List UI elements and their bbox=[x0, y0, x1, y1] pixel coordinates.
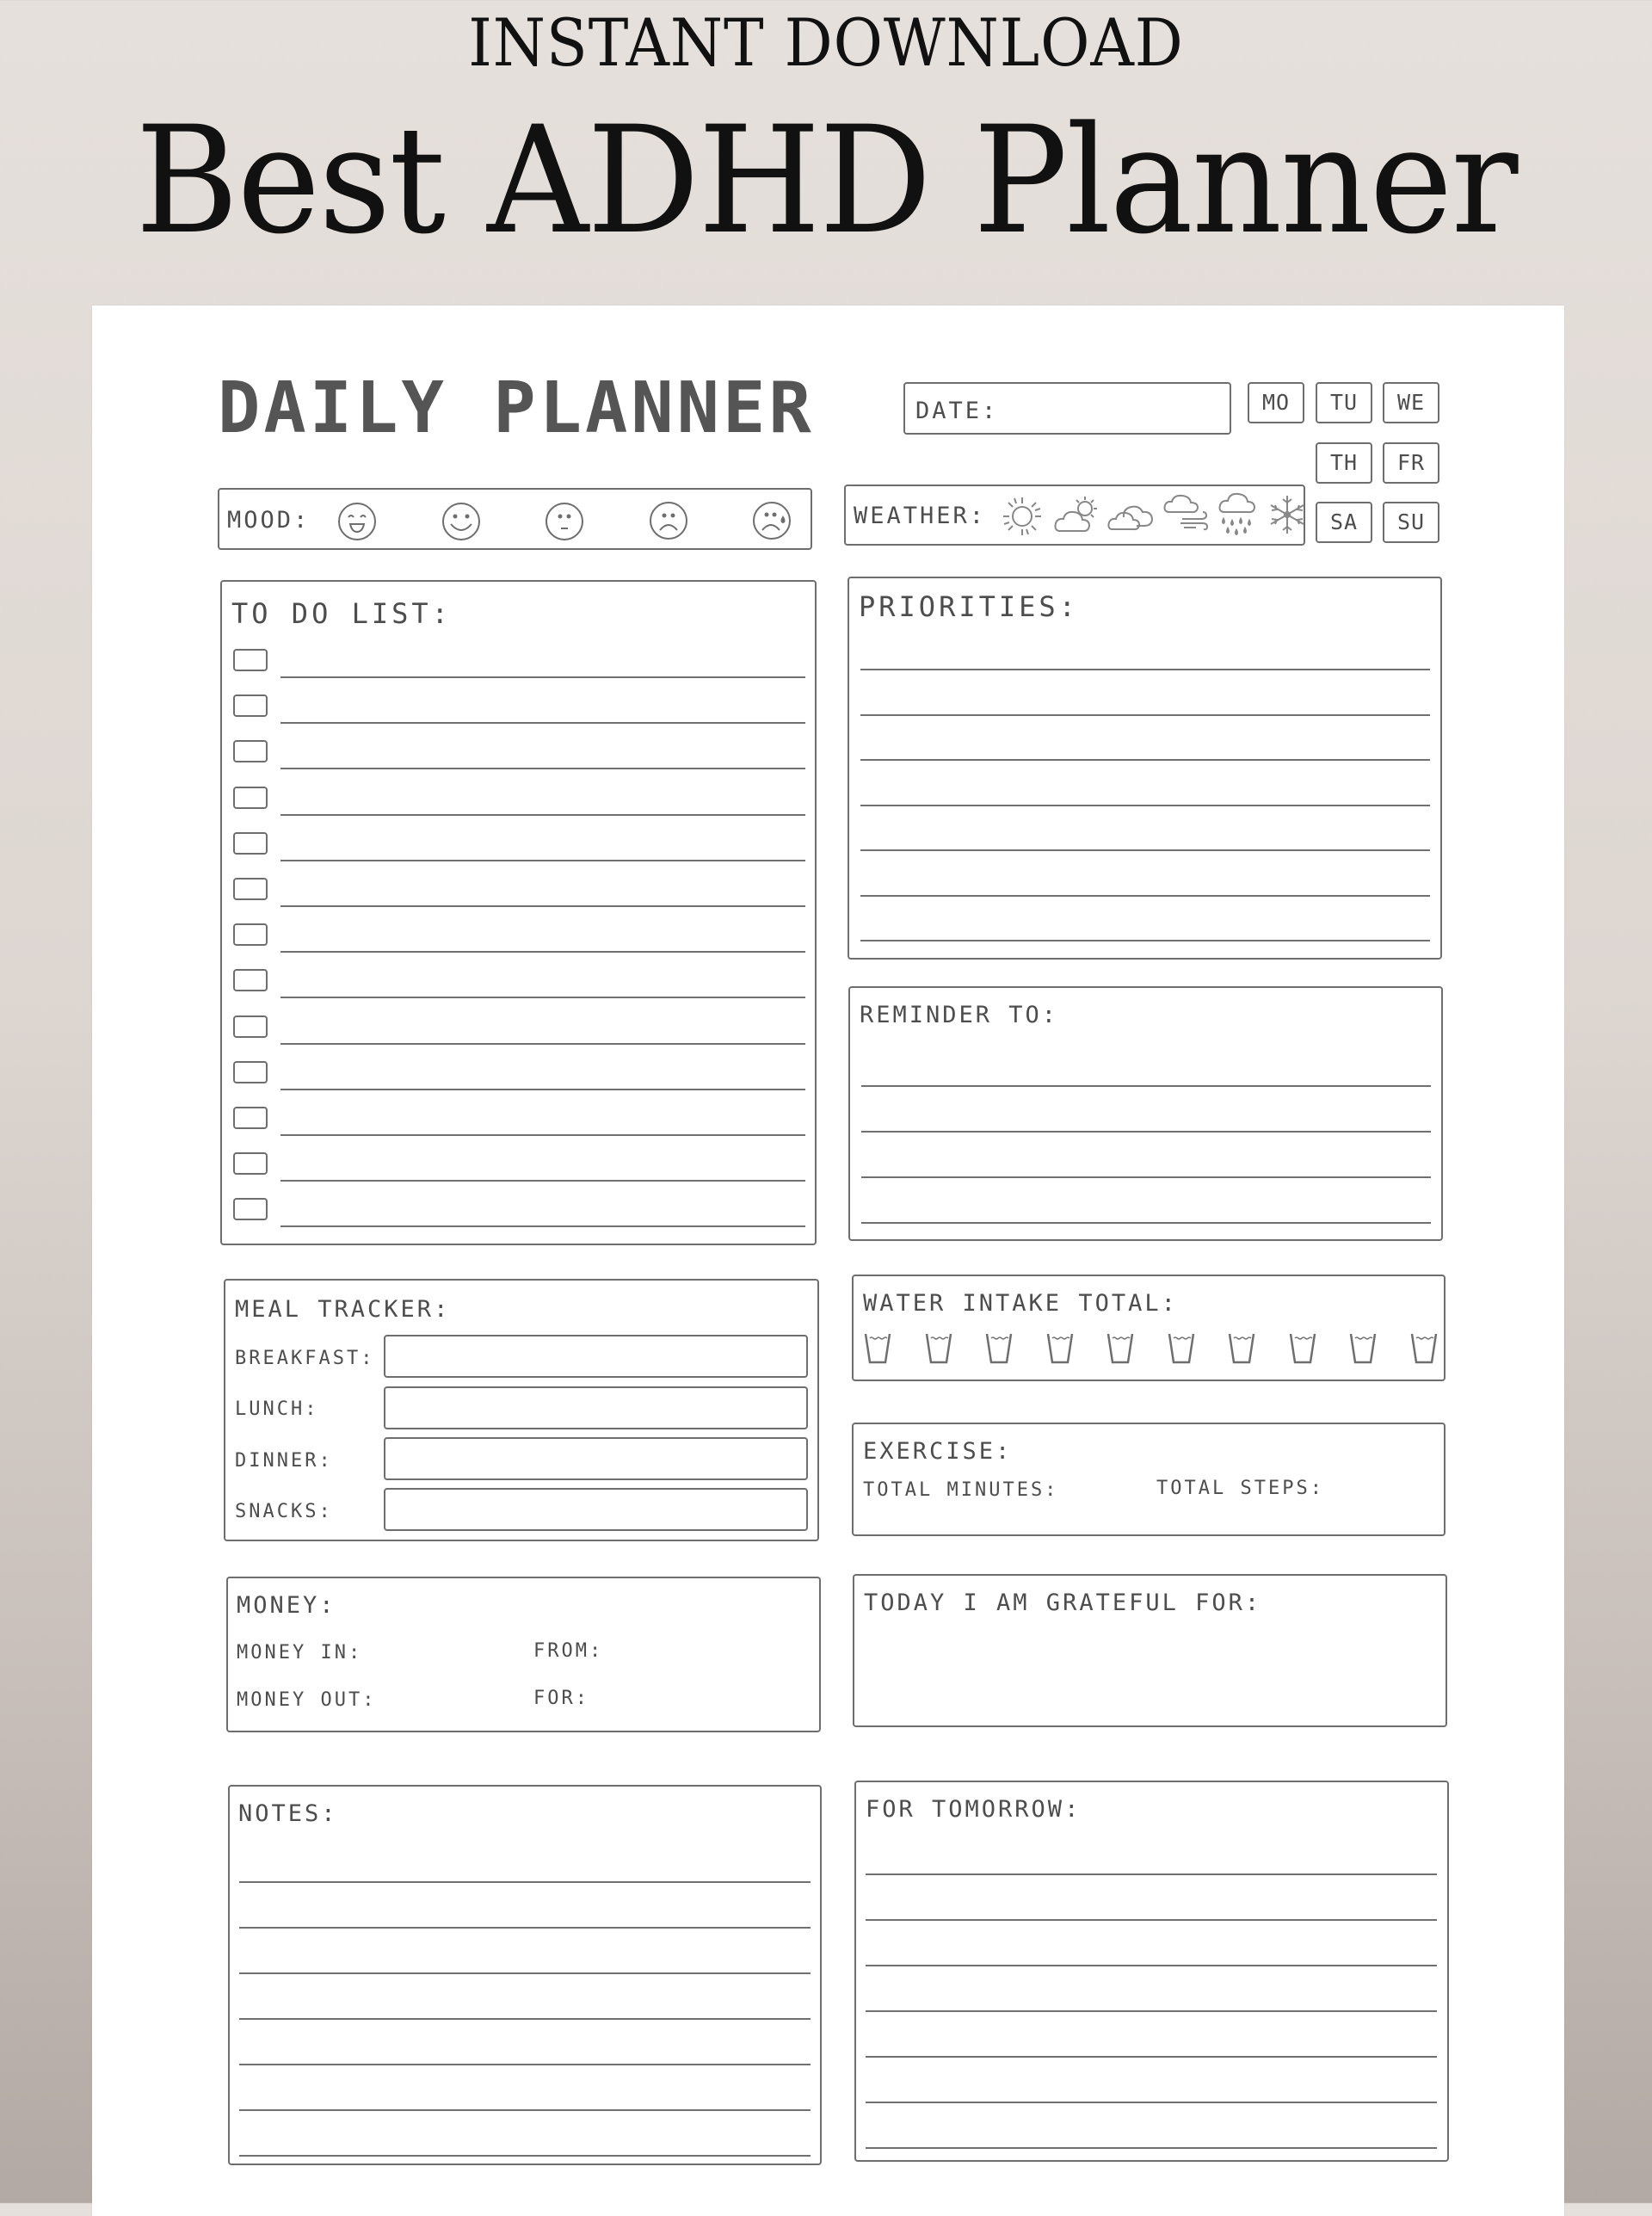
tomorrow-line[interactable] bbox=[866, 2010, 1437, 2012]
priority-line[interactable] bbox=[860, 714, 1430, 716]
todo-line[interactable] bbox=[280, 997, 805, 998]
todo-checkbox[interactable] bbox=[233, 787, 268, 809]
day-we[interactable]: WE bbox=[1383, 382, 1439, 423]
todo-checkbox[interactable] bbox=[233, 1198, 268, 1220]
water-glass-icon[interactable] bbox=[1349, 1332, 1377, 1365]
lunch-label: LUNCH: bbox=[235, 1398, 319, 1420]
day-sa[interactable]: SA bbox=[1316, 502, 1372, 543]
todo-checkbox[interactable] bbox=[233, 1152, 268, 1175]
notes-line[interactable] bbox=[239, 1972, 811, 1974]
notes-line[interactable] bbox=[239, 1927, 811, 1929]
for-label: FOR: bbox=[533, 1688, 589, 1709]
todo-line[interactable] bbox=[280, 722, 805, 724]
meal-label: MEAL TRACKER: bbox=[235, 1296, 451, 1323]
total-minutes-label: TOTAL MINUTES: bbox=[863, 1479, 1059, 1501]
priority-line[interactable] bbox=[860, 940, 1430, 941]
sun-icon[interactable] bbox=[1001, 495, 1044, 538]
sad-face-icon[interactable] bbox=[648, 500, 689, 541]
water-glass-icon[interactable] bbox=[1168, 1332, 1195, 1365]
water-glass-icon[interactable] bbox=[925, 1332, 952, 1365]
todo-line[interactable] bbox=[280, 905, 805, 907]
priority-line[interactable] bbox=[860, 669, 1430, 670]
weather-label: WEATHER: bbox=[854, 503, 987, 529]
todo-line[interactable] bbox=[280, 1089, 805, 1090]
breakfast-label: BREAKFAST: bbox=[235, 1348, 375, 1369]
todo-line[interactable] bbox=[280, 768, 805, 769]
priority-line[interactable] bbox=[860, 849, 1430, 851]
partly-cloudy-icon[interactable] bbox=[1052, 493, 1100, 538]
notes-line[interactable] bbox=[239, 1881, 811, 1883]
todo-checkbox[interactable] bbox=[233, 740, 268, 762]
tomorrow-line[interactable] bbox=[866, 1919, 1437, 1921]
todo-label: TO DO LIST: bbox=[231, 597, 452, 630]
notes-line[interactable] bbox=[239, 2109, 811, 2111]
mood-tracker bbox=[218, 488, 812, 550]
lunch-field[interactable] bbox=[384, 1386, 808, 1429]
water-glass-icon[interactable] bbox=[1046, 1332, 1074, 1365]
priorities-label: PRIORITIES: bbox=[859, 590, 1079, 623]
day-mo[interactable]: MO bbox=[1248, 382, 1304, 423]
breakfast-field[interactable] bbox=[384, 1335, 808, 1378]
total-steps-label: TOTAL STEPS: bbox=[1156, 1478, 1324, 1499]
notes-line[interactable] bbox=[239, 2018, 811, 2020]
priorities-section bbox=[848, 577, 1442, 960]
tomorrow-line[interactable] bbox=[866, 1873, 1437, 1875]
from-label: FROM: bbox=[533, 1640, 604, 1662]
banner-subtitle: INSTANT DOWNLOAD bbox=[468, 4, 1184, 81]
todo-checkbox[interactable] bbox=[233, 832, 268, 855]
reminder-line[interactable] bbox=[861, 1222, 1431, 1224]
money-out-label: MONEY OUT: bbox=[237, 1689, 377, 1711]
todo-line[interactable] bbox=[280, 860, 805, 861]
exercise-label: EXERCISE: bbox=[863, 1438, 1013, 1465]
priority-line[interactable] bbox=[860, 805, 1430, 806]
date-label: DATE: bbox=[915, 398, 999, 424]
todo-line[interactable] bbox=[280, 1043, 805, 1045]
grateful-section[interactable] bbox=[853, 1574, 1447, 1727]
todo-checkbox[interactable] bbox=[233, 649, 268, 671]
todo-checkbox[interactable] bbox=[233, 1107, 268, 1129]
water-intake bbox=[852, 1275, 1446, 1381]
todo-checkbox[interactable] bbox=[233, 969, 268, 991]
priority-line[interactable] bbox=[860, 895, 1430, 897]
tomorrow-line[interactable] bbox=[866, 1965, 1437, 1966]
todo-checkbox[interactable] bbox=[233, 1061, 268, 1083]
mood-label: MOOD: bbox=[227, 507, 311, 534]
water-label: WATER INTAKE TOTAL: bbox=[863, 1290, 1178, 1317]
reminder-section bbox=[848, 986, 1443, 1241]
banner-title: Best ADHD Planner bbox=[135, 94, 1517, 267]
notes-line[interactable] bbox=[239, 2064, 811, 2065]
snow-icon[interactable] bbox=[1267, 493, 1307, 536]
day-fr[interactable]: FR bbox=[1383, 442, 1439, 484]
water-glass-icon[interactable] bbox=[1410, 1332, 1438, 1365]
crying-face-icon[interactable] bbox=[751, 500, 792, 541]
cloudy-icon[interactable] bbox=[1106, 498, 1156, 533]
priority-line[interactable] bbox=[860, 759, 1430, 761]
money-section bbox=[226, 1577, 821, 1732]
todo-line[interactable] bbox=[280, 676, 805, 678]
grateful-label: TODAY I AM GRATEFUL FOR: bbox=[864, 1589, 1262, 1616]
water-glass-icon[interactable] bbox=[864, 1332, 891, 1365]
todo-line[interactable] bbox=[280, 1134, 805, 1136]
exercise-section bbox=[852, 1423, 1446, 1536]
day-tu[interactable]: TU bbox=[1316, 382, 1372, 423]
notes-label: NOTES: bbox=[238, 1800, 338, 1827]
meal-tracker bbox=[224, 1279, 819, 1541]
todo-line[interactable] bbox=[280, 1225, 805, 1227]
reminder-line[interactable] bbox=[861, 1176, 1431, 1178]
water-glass-icon[interactable] bbox=[985, 1332, 1013, 1365]
water-glass-icon[interactable] bbox=[1106, 1332, 1134, 1365]
todo-checkbox[interactable] bbox=[233, 878, 268, 900]
tomorrow-section bbox=[854, 1781, 1449, 2162]
dinner-label: DINNER: bbox=[235, 1450, 333, 1472]
snacks-field[interactable] bbox=[384, 1488, 808, 1531]
snacks-label: SNACKS: bbox=[235, 1501, 333, 1522]
weather-tracker bbox=[844, 485, 1305, 546]
date-field[interactable] bbox=[903, 382, 1231, 435]
page-title: DAILY PLANNER bbox=[218, 367, 815, 449]
tomorrow-label: FOR TOMORROW: bbox=[866, 1796, 1082, 1823]
reminder-line[interactable] bbox=[861, 1131, 1431, 1133]
todo-line[interactable] bbox=[280, 1180, 805, 1182]
water-glass-icon[interactable] bbox=[1228, 1332, 1255, 1365]
laughing-face-icon[interactable] bbox=[336, 501, 378, 542]
todo-checkbox[interactable] bbox=[233, 1015, 268, 1038]
day-th[interactable]: TH bbox=[1316, 442, 1372, 484]
todo-checkbox[interactable] bbox=[233, 694, 268, 717]
day-su[interactable]: SU bbox=[1383, 502, 1439, 543]
tomorrow-line[interactable] bbox=[866, 2056, 1437, 2058]
smiling-face-icon[interactable] bbox=[441, 501, 482, 542]
tomorrow-line[interactable] bbox=[866, 2147, 1437, 2149]
dinner-field[interactable] bbox=[384, 1437, 808, 1480]
money-in-label: MONEY IN: bbox=[237, 1642, 363, 1664]
todo-list bbox=[220, 580, 817, 1245]
money-label: MONEY: bbox=[237, 1592, 336, 1619]
todo-checkbox[interactable] bbox=[233, 923, 268, 946]
notes-section bbox=[228, 1785, 822, 2165]
todo-line[interactable] bbox=[280, 814, 805, 816]
neutral-face-icon[interactable] bbox=[544, 501, 585, 542]
reminder-line[interactable] bbox=[861, 1085, 1431, 1087]
windy-icon[interactable] bbox=[1162, 493, 1211, 533]
reminder-label: REMINDER TO: bbox=[860, 1002, 1059, 1028]
tomorrow-line[interactable] bbox=[866, 2102, 1437, 2103]
rain-icon[interactable] bbox=[1217, 491, 1260, 538]
todo-line[interactable] bbox=[280, 951, 805, 953]
water-glass-icon[interactable] bbox=[1289, 1332, 1316, 1365]
notes-line[interactable] bbox=[239, 2155, 811, 2157]
